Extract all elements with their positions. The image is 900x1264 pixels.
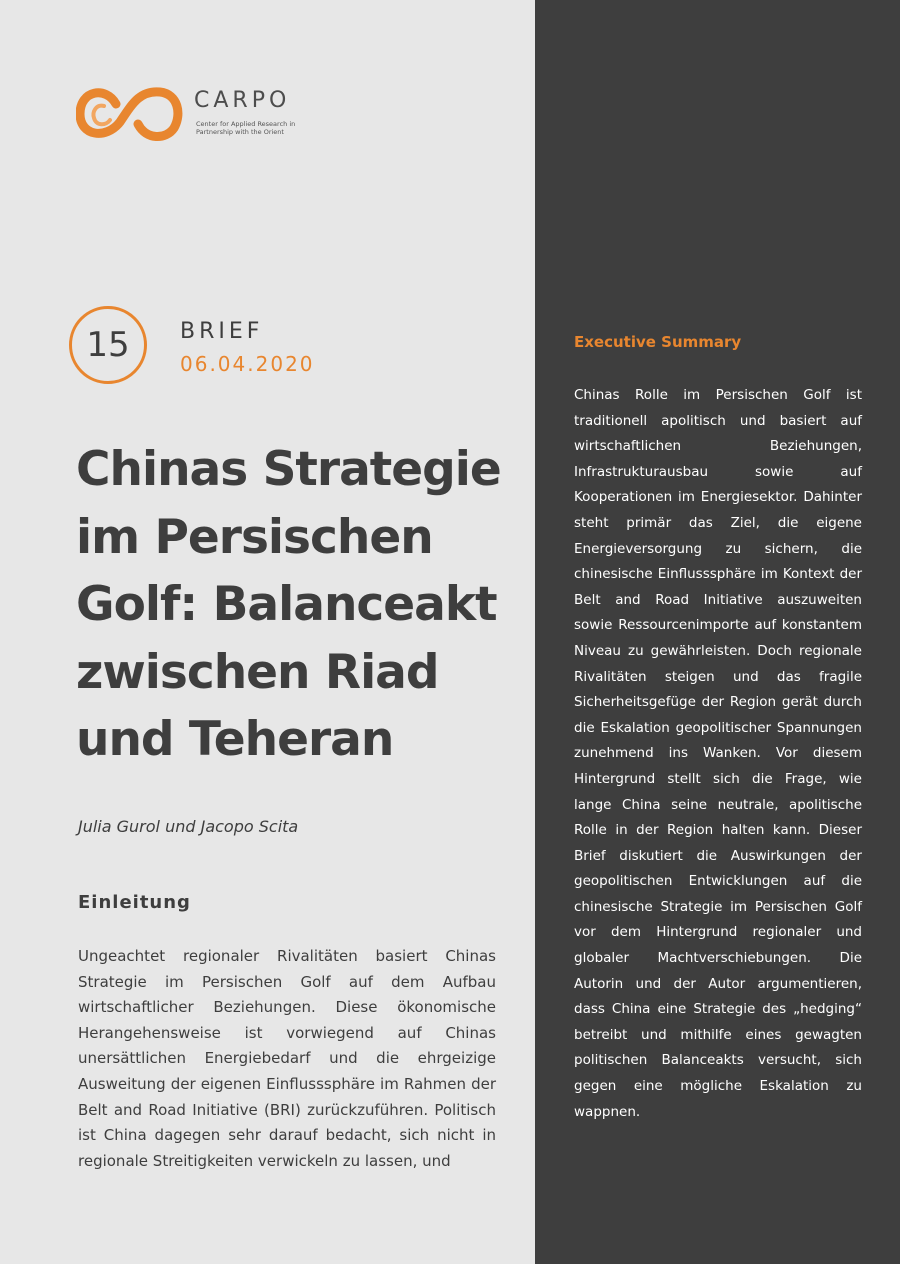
carpo-infinity-icon	[76, 84, 184, 142]
intro-heading: Einleitung	[78, 892, 191, 913]
logo-subtitle: Center for Applied Research in Partnership with the Orient	[196, 120, 296, 136]
logo-wordmark: CARPO	[194, 88, 291, 113]
brief-label: BRIEF	[180, 319, 264, 344]
intro-text: Ungeachtet regionaler Rivalitäten basiert Chinas Strategie im Persischen Golf auf dem Aufbau wirtschaftlicher Beziehungen. Diese ökonomische Herangehensweise ist vorwiegend auf Chinas unersättlichen Energiebedarf und die ehrgeizige Ausweitung der eigenen Einflusssphäre im Rahmen der Belt and Road Initiative (BRI) zurückzuführen. Politisch ist China dagegen sehr darauf bedacht, sich nicht in regionale Streitigkeiten verwickeln zu lassen, und	[78, 947, 496, 1170]
document-title: Chinas Strategie im Persischen Golf: Balanceakt zwischen Riad und Teheran	[76, 442, 501, 767]
brief-date: 06.04.2020	[180, 352, 315, 376]
executive-summary-heading: Executive Summary	[574, 333, 742, 351]
executive-summary-text: Chinas Rolle im Persischen Golf ist traditionell apolitisch und basiert auf wirtschaftlichen Beziehungen, Infrastrukturausbau sowie auf Kooperationen im Energiesektor. Dahinter steht primär das Ziel, die eigene Energieversorgung zu sichern, die chinesische Einflusssphäre im Kontext der Belt and Road Initiative auszuweiten sowie Ressourcenimporte auf konstantem Niveau zu gewährleisten. Doch regionale Rivalitäten steigen und das fragile Sicherheitsgefüge der Region gerät durch die Eskalation geopolitischer Spannungen zunehmend ins Wanken. Vor diesem Hintergrund stellt sich die Frage, wie lange China seine neutrale, apolitische Rolle in der Region halten kann. Dieser Brief diskutiert die Auswirkungen der geopolitischen Entwicklungen auf die chinesische Strategie im Persischen Golf vor dem Hintergrund regionaler und globaler Machtverschiebungen. Die Autorin und der Autor argumentieren, dass China eine Strategie des „hedging“ betreibt und mithilfe eines gewagten politischen Balanceakts versucht, sich gegen eine mögliche Eskalation zu wappnen.	[574, 387, 862, 1120]
brief-number-badge	[69, 306, 147, 384]
brief-number: 15	[86, 325, 130, 365]
carpo-logo	[76, 80, 306, 145]
authors: Julia Gurol und Jacopo Scita	[78, 817, 299, 836]
